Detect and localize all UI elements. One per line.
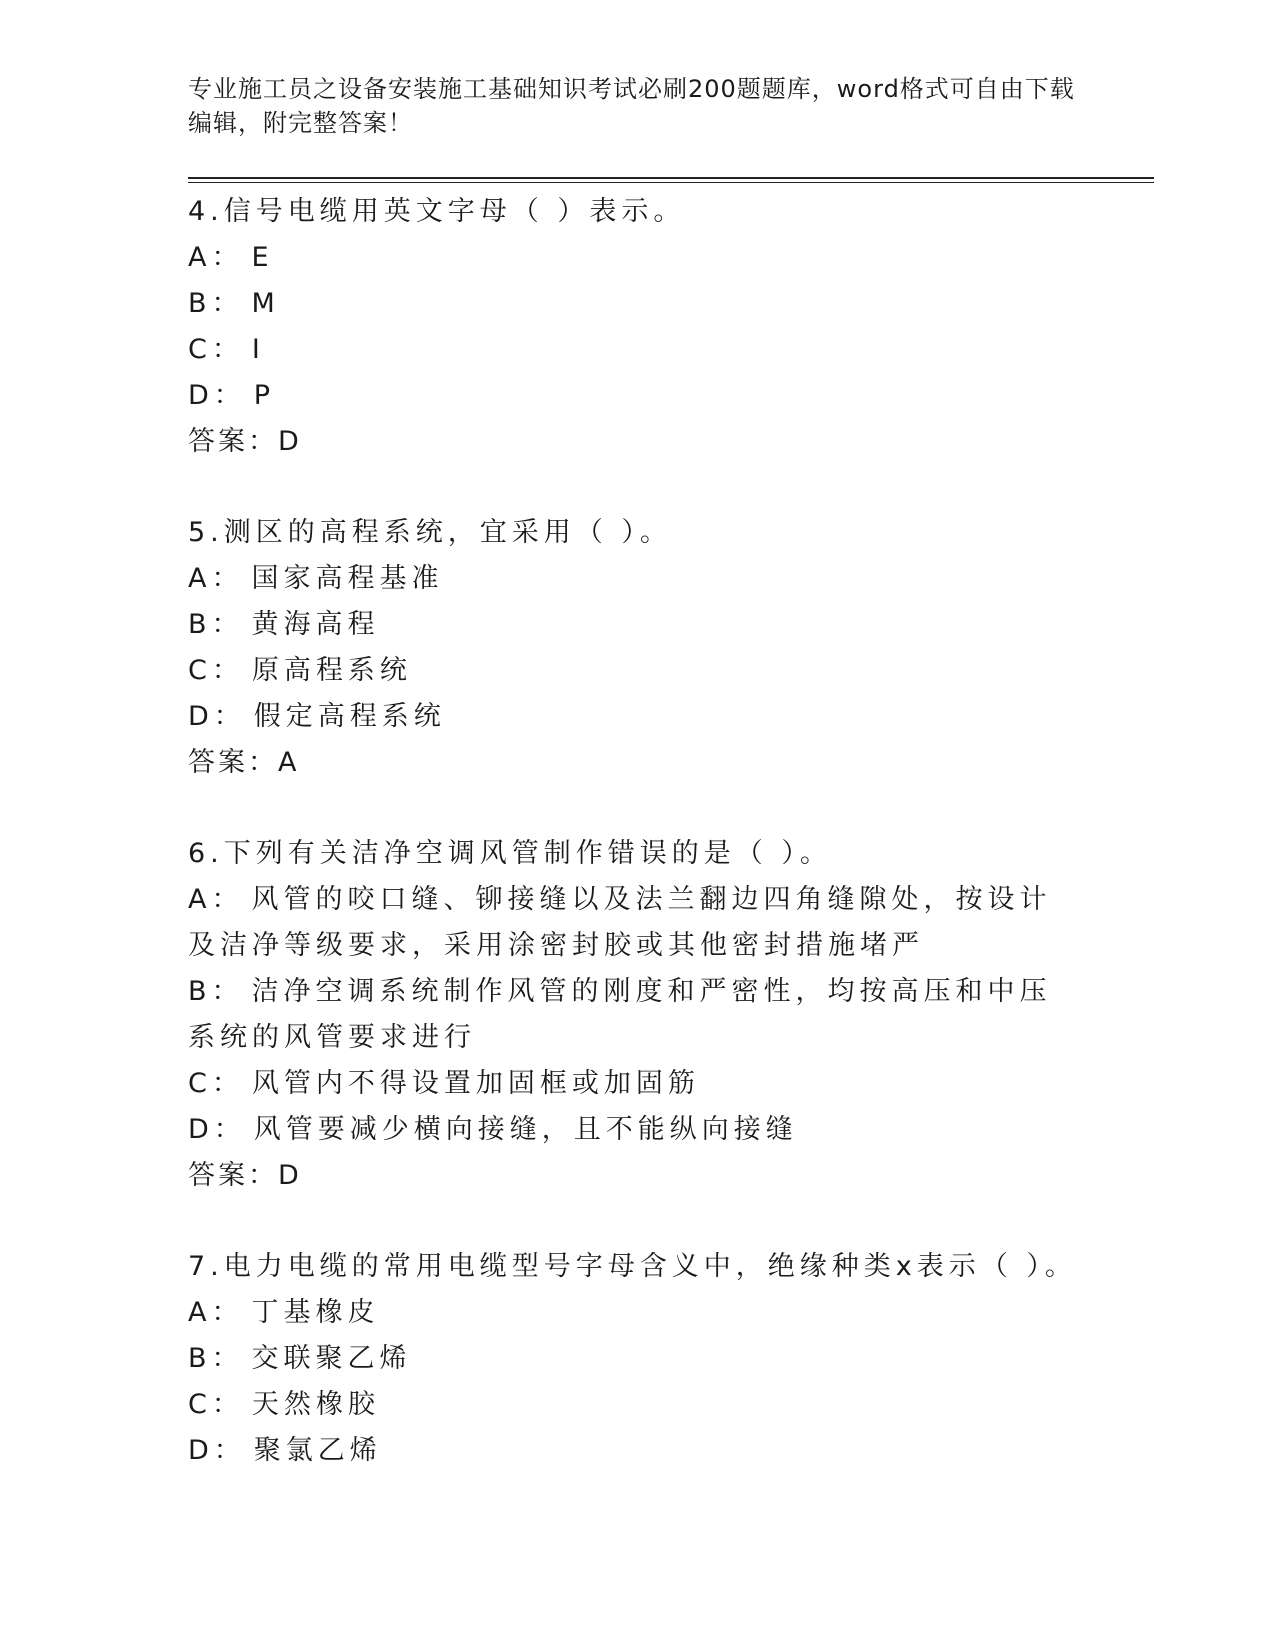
option-c	[188, 1061, 1078, 1107]
question-6	[188, 831, 1088, 1199]
question-stem: 7.电力电缆的常用电缆型号字母含义中，绝缘种类x表示（ ）。	[188, 1251, 1077, 1282]
answer-line: 答案：D	[188, 1160, 302, 1191]
question-7	[188, 1244, 1088, 1474]
option-text: I	[251, 334, 265, 365]
question-4	[188, 189, 1088, 465]
option-b	[188, 281, 1078, 327]
option-key: D：	[188, 1114, 246, 1145]
answer-line: 答案：A	[188, 747, 300, 778]
header-rule-thick	[188, 177, 1154, 179]
option-key: D：	[188, 380, 246, 411]
option-key: C：	[188, 1389, 244, 1420]
answer-line: 答案：D	[188, 426, 302, 457]
option-key: A：	[188, 242, 244, 273]
option-key: B：	[188, 288, 244, 319]
option-key: D：	[188, 701, 246, 732]
option-key: C：	[188, 1068, 244, 1099]
option-c	[188, 327, 1078, 373]
option-text: 假定高程系统	[253, 701, 446, 732]
option-key: A：	[188, 563, 244, 594]
option-a	[188, 877, 1078, 969]
option-text: 风管要减少横向接缝，且不能纵向接缝	[253, 1114, 798, 1145]
option-text: 风管内不得设置加固框或加固筋	[251, 1068, 700, 1099]
option-key: A：	[188, 884, 244, 915]
option-d	[188, 694, 1078, 740]
option-a	[188, 1290, 1078, 1336]
option-text: 丁基橡皮	[251, 1297, 380, 1328]
question-5	[188, 510, 1088, 786]
option-text: 风管的咬口缝、铆接缝以及法兰翻边四角缝隙处，按设计及洁净等级要求，采用涂密封胶或其他密封措施堵严	[188, 884, 1052, 961]
option-text: 聚氯乙烯	[253, 1435, 382, 1466]
question-list	[188, 189, 1088, 1519]
option-key: C：	[188, 334, 244, 365]
option-c	[188, 1382, 1078, 1428]
option-a	[188, 556, 1078, 602]
option-text: 黄海高程	[251, 609, 380, 640]
option-text: E	[251, 242, 274, 273]
option-key: A：	[188, 1297, 244, 1328]
question-stem: 6.下列有关洁净空调风管制作错误的是（ ）。	[188, 838, 832, 869]
option-text: 交联聚乙烯	[251, 1343, 412, 1374]
option-key: B：	[188, 609, 244, 640]
option-text: 天然橡胶	[251, 1389, 380, 1420]
document-header: 专业施工员之设备安装施工基础知识考试必刷200题题库，word格式可自由下载编辑，附完整答案！	[188, 75, 1075, 137]
option-text: P	[253, 380, 276, 411]
option-key: B：	[188, 1343, 244, 1374]
option-d	[188, 1107, 1078, 1153]
option-b	[188, 602, 1078, 648]
option-text: 国家高程基准	[251, 563, 444, 594]
option-c	[188, 648, 1078, 694]
option-d	[188, 1428, 1078, 1474]
option-key: B：	[188, 976, 244, 1007]
option-key: C：	[188, 655, 244, 686]
question-stem: 4.信号电缆用英文字母（ ）表示。	[188, 196, 686, 227]
option-text: 原高程系统	[251, 655, 412, 686]
option-d	[188, 373, 1078, 419]
option-text: M	[251, 288, 280, 319]
option-b	[188, 969, 1078, 1061]
option-text: 洁净空调系统制作风管的刚度和严密性，均按高压和中压系统的风管要求进行	[188, 976, 1052, 1053]
option-b	[188, 1336, 1078, 1382]
header-rule-thin	[188, 182, 1154, 183]
option-key: D：	[188, 1435, 246, 1466]
question-stem: 5.测区的高程系统，宜采用（ ）。	[188, 517, 672, 548]
option-a	[188, 235, 1078, 281]
